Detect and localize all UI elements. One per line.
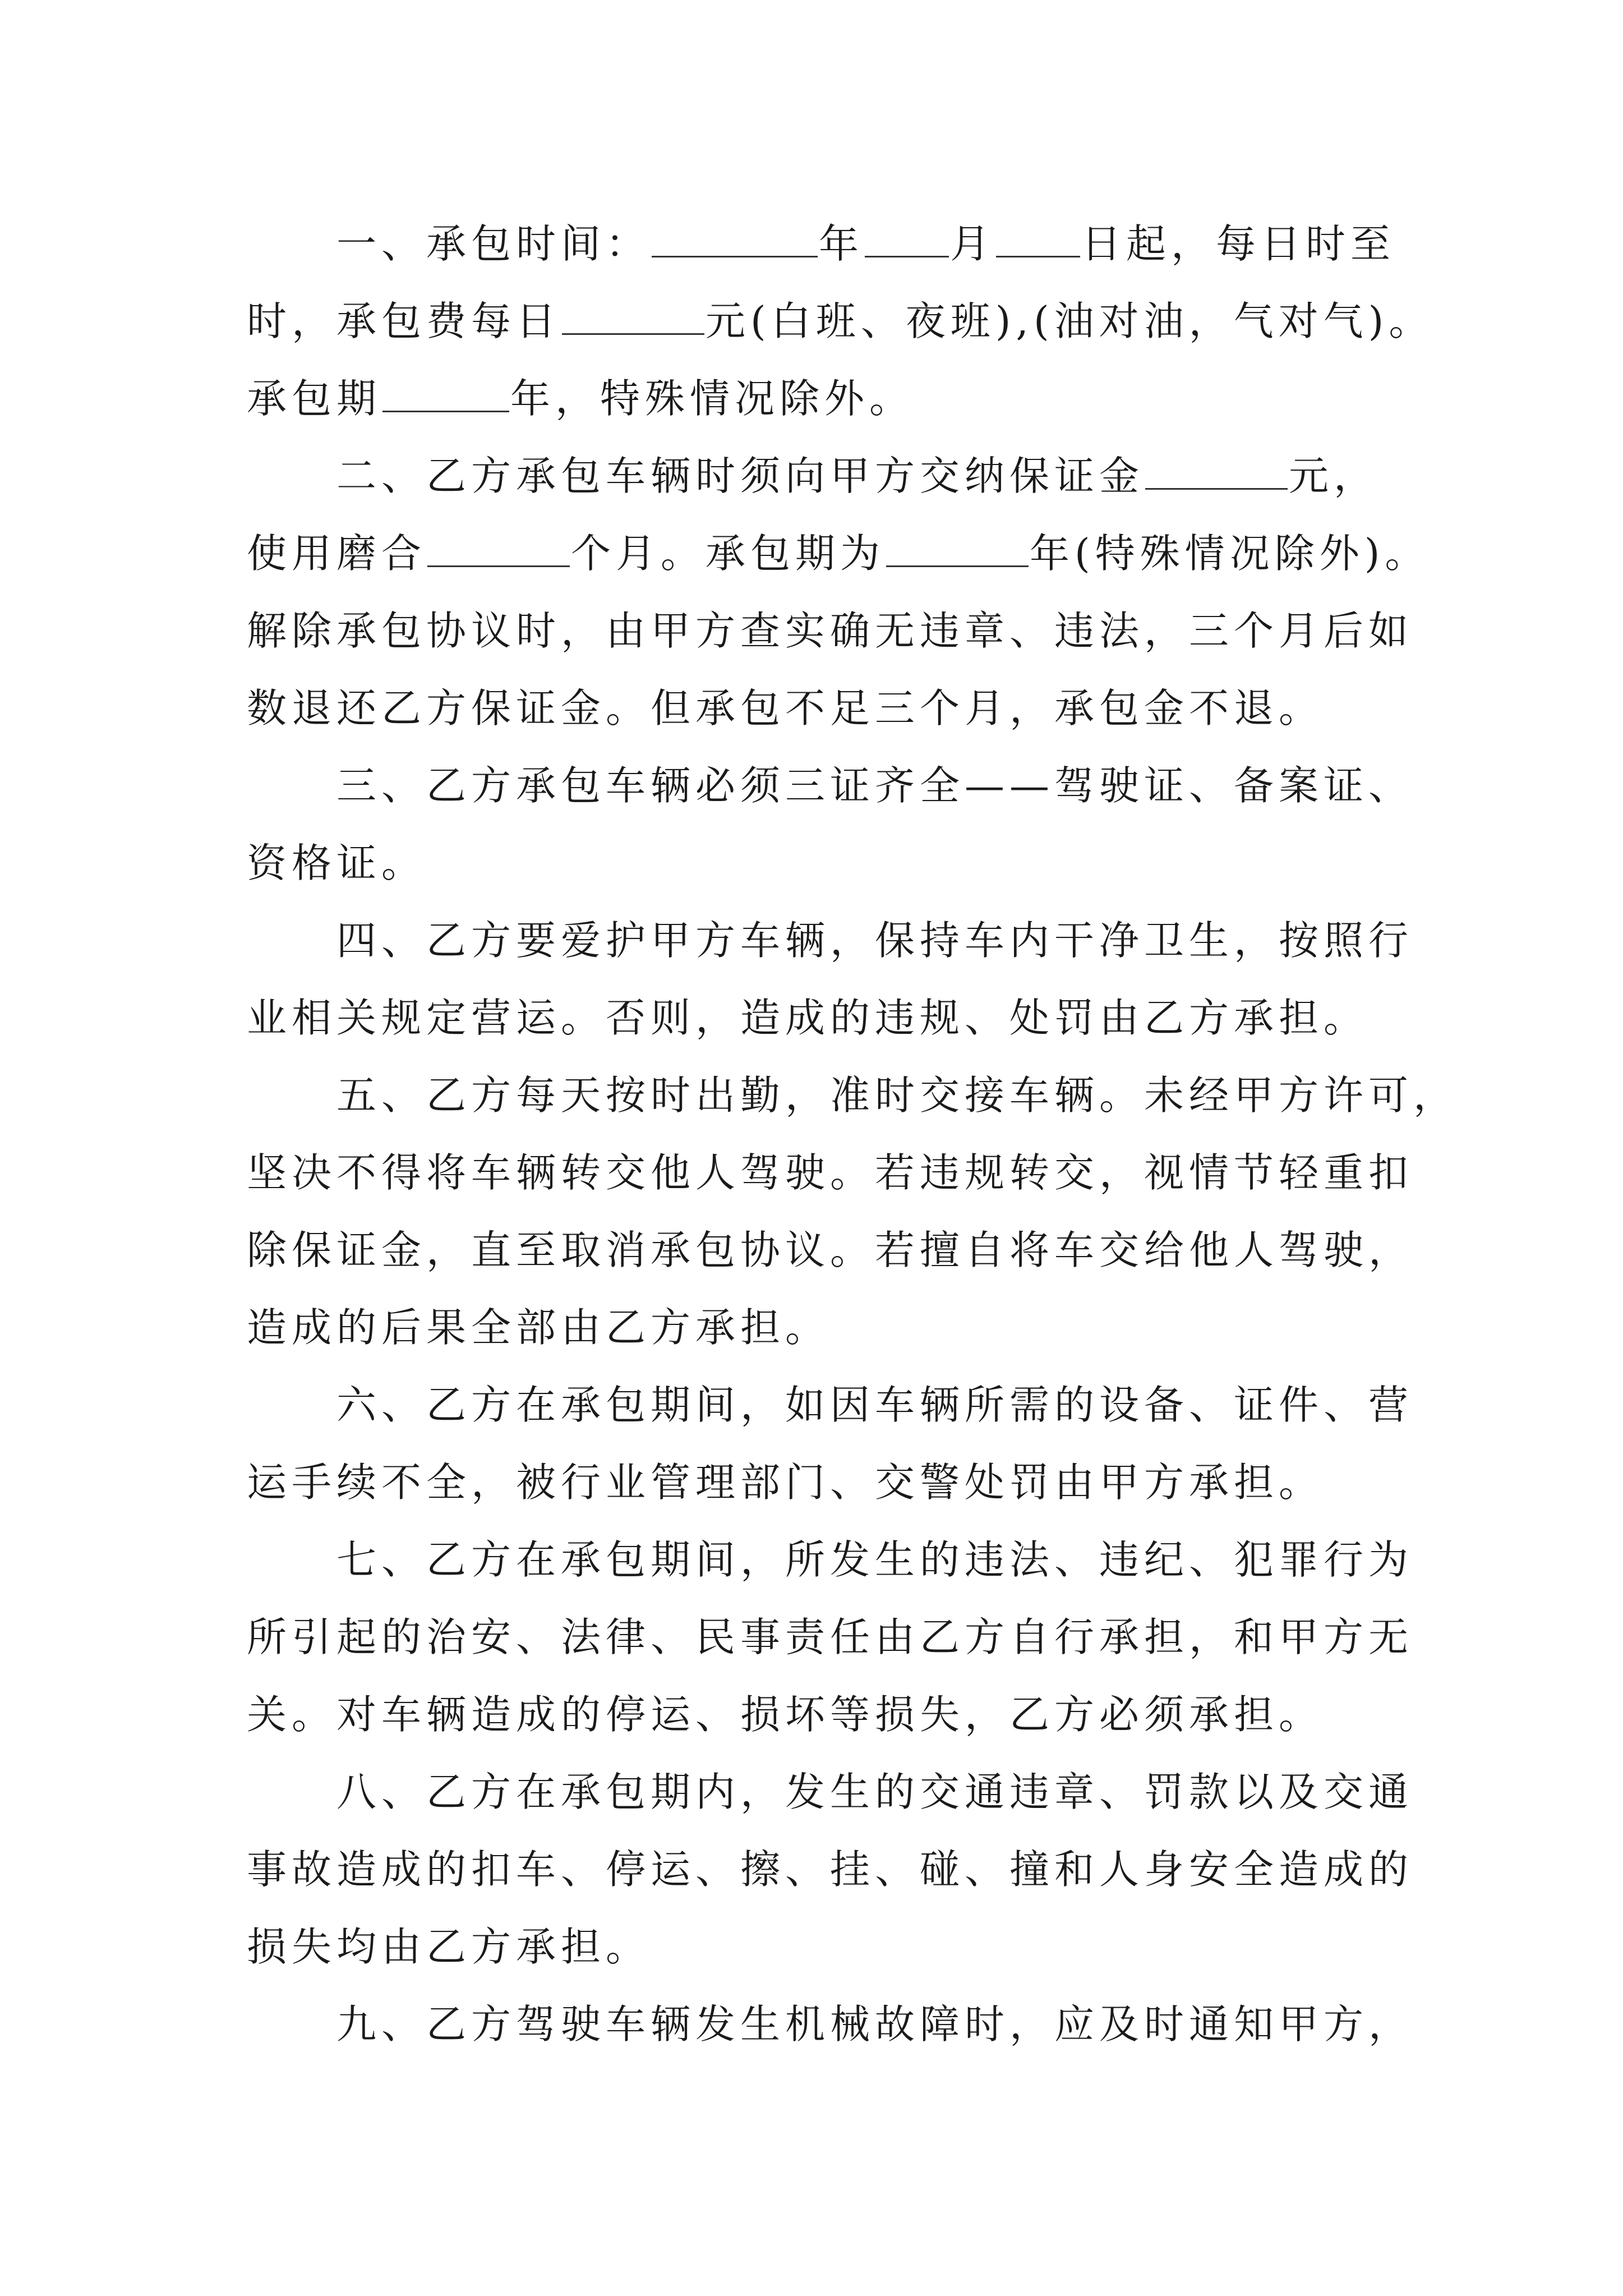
fill-blank-contract-years — [886, 526, 1029, 567]
text-segment: 一、承包时间： — [336, 220, 651, 267]
text-segment: 元， — [1289, 453, 1379, 499]
text-segment: 元(白班、夜班),(油对油，气对气)。 — [706, 298, 1434, 344]
clause-1-line-2 — [247, 291, 1434, 352]
clause-3-line-2: 资格证。 — [247, 840, 427, 886]
text-segment: 二、乙方承包车辆时须向甲方交纳保证金 — [336, 453, 1145, 499]
fill-blank-daily-fee — [562, 294, 704, 335]
clause-7-line-2: 所引起的治安、法律、民事责任由乙方自行承担，和甲方无 — [247, 1614, 1414, 1660]
clause-8-line-1: 八、乙方在承包期内，发生的交通违章、罚款以及交通 — [336, 1769, 1414, 1815]
fill-blank-term-years — [382, 371, 509, 412]
clause-7-line-1: 七、乙方在承包期间，所发生的违法、违纪、犯罪行为 — [336, 1536, 1414, 1583]
clause-7-line-3: 关。对车辆造成的停运、损坏等损失，乙方必须承担。 — [247, 1691, 1324, 1738]
clause-1-line-1 — [336, 213, 1520, 275]
clause-8-line-3: 损失均由乙方承担。 — [247, 1924, 651, 1970]
text-segment: 个月。承包期为 — [571, 530, 886, 577]
text-segment: 使用磨合 — [247, 530, 427, 577]
clause-1-line-3 — [247, 368, 1430, 430]
text-segment: 年，特殊情况除外。 — [510, 375, 915, 422]
clause-2-line-2 — [247, 523, 1430, 585]
clause-5-line-3: 除保证金，直至取消承包协议。若擅自将车交给他人驾驶， — [247, 1227, 1414, 1273]
clause-5-line-2: 坚决不得将车辆转交他人驾驶。若违规转交，视情节轻重扣 — [247, 1149, 1414, 1196]
fill-blank-break-in-months — [427, 526, 570, 567]
clause-2-line-1 — [336, 445, 1520, 507]
text-segment: 月 — [950, 220, 995, 267]
clause-5-line-1: 五、乙方每天按时出勤，准时交接车辆。未经甲方许可， — [336, 1072, 1459, 1119]
clause-2-line-4: 数退还乙方保证金。但承包不足三个月，承包金不退。 — [247, 685, 1324, 731]
clause-2-line-3: 解除承包协议时，由甲方查实确无违章、违法，三个月后如 — [247, 608, 1414, 654]
clause-6-line-1: 六、乙方在承包期间，如因车辆所需的设备、证件、营 — [336, 1382, 1414, 1428]
fill-blank-deposit — [1145, 449, 1288, 490]
text-segment: 承包期 — [247, 375, 382, 422]
clause-4-line-1: 四、乙方要爱护甲方车辆，保持车内干净卫生，按照行 — [336, 917, 1414, 964]
text-segment: 年(特殊情况除外)。 — [1030, 530, 1430, 577]
text-segment: 时，承包费每日 — [247, 298, 561, 344]
clause-6-line-2: 运手续不全，被行业管理部门、交警处罚由甲方承担。 — [247, 1459, 1324, 1506]
clause-4-line-2: 业相关规定营运。否则，造成的违规、处罚由乙方承担。 — [247, 995, 1369, 1041]
clause-9-line-1: 九、乙方驾驶车辆发生机械故障时，应及时通知甲方， — [336, 2001, 1414, 2047]
fill-blank-day — [996, 217, 1080, 257]
clause-8-line-2: 事故造成的扣车、停运、擦、挂、碰、撞和人身安全造成的 — [247, 1846, 1414, 1893]
clause-5-line-4: 造成的后果全部由乙方承担。 — [247, 1304, 831, 1351]
clause-3-line-1: 三、乙方承包车辆必须三证齐全——驾驶证、备案证、 — [336, 762, 1414, 809]
text-segment: 年 — [819, 220, 864, 267]
text-segment: 日起，每日时至 — [1081, 220, 1396, 267]
fill-blank-year — [652, 217, 818, 257]
fill-blank-month — [865, 217, 949, 257]
